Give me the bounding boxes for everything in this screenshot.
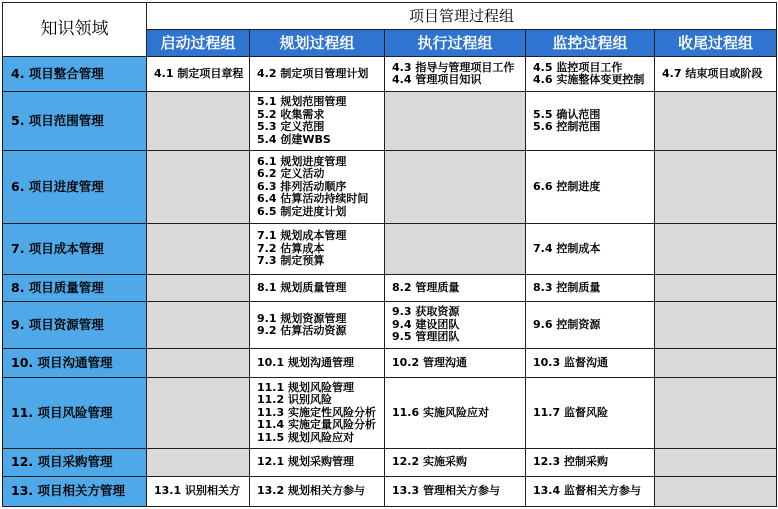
knowledge-area-label: 4. 项目整合管理 [3,57,147,92]
process-cell [526,151,655,224]
empty-cell [147,151,250,224]
process-item: 5.4 创建WBS [257,132,331,146]
knowledge-area-label: 11. 项目风险管理 [3,378,147,449]
process-cell [385,302,526,349]
process-item: 4.3 指导与管理项目工作 [392,60,515,74]
process-item: 5.2 收集需求 [257,107,325,121]
empty-cell [147,348,250,377]
column-header: 规划过程组 [250,30,385,57]
process-item: 11.2 识别风险 [257,393,332,407]
knowledge-area-label: 13. 项目相关方管理 [3,476,147,506]
process-item: 13.3 管理相关方参与 [392,484,500,498]
empty-cell [147,274,250,301]
process-item: 13.2 规划相关方参与 [257,484,365,498]
process-item: 11.7 监督风险 [533,405,608,419]
process-cell [250,476,385,506]
process-cell [250,378,385,449]
process-item: 10.3 监督沟通 [533,355,608,369]
table-row [3,378,777,449]
process-item: 9.3 获取资源 [392,305,460,319]
table-row [3,224,777,275]
column-header: 执行过程组 [385,30,526,57]
process-cell [385,57,526,92]
column-header: 收尾过程组 [655,30,777,57]
column-header: 监控过程组 [526,30,655,57]
process-cell [147,57,250,92]
process-cell [250,348,385,377]
empty-cell [147,302,250,349]
table-row [3,476,777,506]
process-item: 11.3 实施定性风险分析 [257,405,376,419]
knowledge-area-label: 12. 项目采购管理 [3,449,147,476]
process-item: 6.2 定义活动 [257,167,325,181]
process-groups-title: 项目管理过程组 [147,3,777,30]
process-cell [526,57,655,92]
process-item: 4.2 制定项目管理计划 [257,66,369,80]
process-item: 6.1 规划进度管理 [257,154,347,168]
process-item: 9.6 控制资源 [533,317,601,331]
process-group-table [2,2,777,507]
process-item: 6.3 排列活动顺序 [257,179,347,193]
process-cell [250,274,385,301]
process-cell [385,378,526,449]
process-cell [250,302,385,349]
process-item: 11.6 实施风险应对 [392,405,489,419]
process-item: 10.1 规划沟通管理 [257,355,354,369]
table-row [3,449,777,476]
process-cell [526,224,655,275]
process-item: 5.3 定义范围 [257,120,325,134]
process-cell [526,92,655,151]
table-row [3,302,777,349]
knowledge-area-label: 5. 项目范围管理 [3,92,147,151]
process-item: 7.2 估算成本 [257,241,325,255]
process-cell [385,348,526,377]
process-cell [385,274,526,301]
process-item: 13.4 监督相关方参与 [533,484,641,498]
process-item: 8.2 管理质量 [392,280,460,294]
process-cell [250,57,385,92]
process-item: 11.5 规划风险应对 [257,430,354,444]
process-cell [526,348,655,377]
process-cell [526,302,655,349]
knowledge-area-label: 8. 项目质量管理 [3,274,147,301]
process-item: 6.4 估算活动持续时间 [257,192,369,206]
process-item: 6.6 控制进度 [533,179,601,193]
process-item: 12.3 控制采购 [533,455,608,469]
empty-cell [655,476,777,506]
process-cell [526,476,655,506]
process-item: 9.2 估算活动资源 [257,324,347,338]
process-item: 8.1 规划质量管理 [257,280,347,294]
process-cell [250,92,385,151]
table-row [3,274,777,301]
process-item: 13.1 识别相关方 [154,484,240,498]
process-item: 5.6 控制范围 [533,120,601,134]
process-item: 7.1 规划成本管理 [257,229,347,243]
empty-cell [147,92,250,151]
process-cell [655,57,777,92]
knowledge-area-label: 6. 项目进度管理 [3,151,147,224]
process-item: 11.4 实施定量风险分析 [257,418,376,432]
process-item: 4.5 监控项目工作 [533,60,623,74]
process-cell [526,449,655,476]
table-row [3,92,777,151]
corner-label: 知识领域 [3,3,147,57]
empty-cell [655,274,777,301]
empty-cell [385,224,526,275]
empty-cell [655,449,777,476]
process-cell [250,449,385,476]
empty-cell [655,378,777,449]
empty-cell [147,224,250,275]
empty-cell [655,224,777,275]
process-item: 10.2 管理沟通 [392,355,467,369]
process-cell [147,476,250,506]
empty-cell [655,348,777,377]
process-item: 7.3 制定预算 [257,254,325,268]
empty-cell [385,151,526,224]
process-item: 6.5 制定进度计划 [257,204,347,218]
process-item: 7.4 控制成本 [533,241,601,255]
process-item: 4.7 结束项目或阶段 [662,66,763,80]
process-item: 5.1 规划范围管理 [257,95,347,109]
process-item: 9.1 规划资源管理 [257,311,347,325]
knowledge-area-label: 10. 项目沟通管理 [3,348,147,377]
empty-cell [147,378,250,449]
process-item: 12.1 规划采购管理 [257,455,354,469]
empty-cell [655,92,777,151]
column-header: 启动过程组 [147,30,250,57]
table-row [3,57,777,92]
process-item: 11.1 规划风险管理 [257,380,354,394]
process-cell [385,449,526,476]
process-item: 8.3 控制质量 [533,280,601,294]
process-item: 12.2 实施采购 [392,455,467,469]
process-cell [385,476,526,506]
process-item: 5.5 确认范围 [533,107,601,121]
process-cell [526,274,655,301]
process-item: 4.6 实施整体变更控制 [533,73,645,87]
process-item: 4.1 制定项目章程 [154,66,244,80]
process-item: 9.4 建设团队 [392,317,460,331]
process-item: 4.4 管理项目知识 [392,73,482,87]
knowledge-area-label: 9. 项目资源管理 [3,302,147,349]
process-item: 9.5 管理团队 [392,330,460,344]
table-row [3,348,777,377]
empty-cell [385,92,526,151]
process-cell [526,378,655,449]
knowledge-area-label: 7. 项目成本管理 [3,224,147,275]
table-row [3,151,777,224]
empty-cell [655,151,777,224]
empty-cell [655,302,777,349]
empty-cell [147,449,250,476]
process-cell [250,224,385,275]
process-cell [250,151,385,224]
